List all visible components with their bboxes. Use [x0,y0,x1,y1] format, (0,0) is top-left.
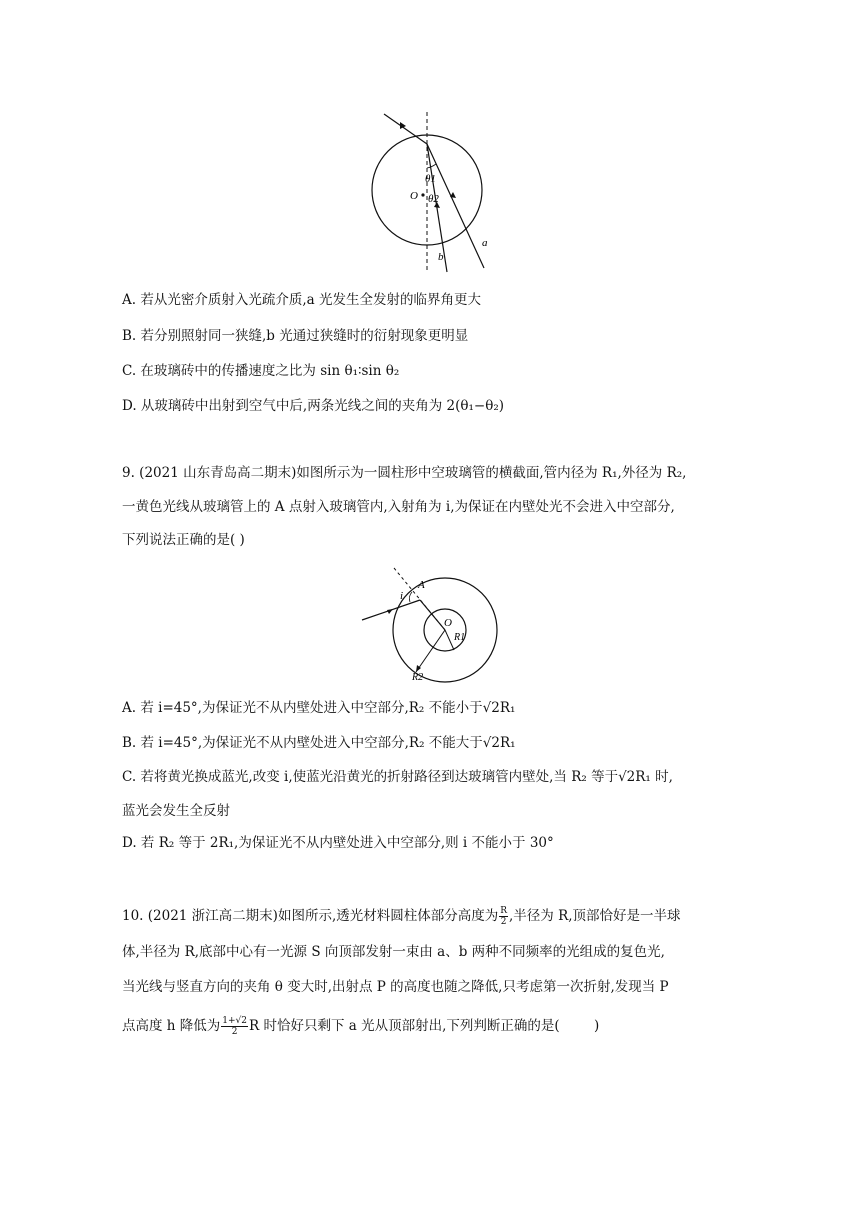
q9-stem-line1: 9. (2021 山东青岛高二期末)如图所示为一圆柱形中空玻璃管的横截面,管内径为 R₁,外径为 R₂, [122,465,687,481]
refracted-ray [420,600,445,630]
ray-b-label: b [438,251,444,263]
q8-option-b: B. 若分别照射同一狭缝,b 光通过狭缝时的衍射现象更明显 [122,328,469,344]
q9-stem-line2: 一黄色光线从玻璃管上的 A 点射入玻璃管内,入射角为 i,为保证在内壁处光不会进入中空部分, [122,499,675,515]
q10-stem-line3: 当光线与竖直方向的夹角 θ 变大时,出射点 P 的高度也随之降低,只考虑第一次折射,发现当 P [122,979,669,995]
theta1-label: θ1 [425,173,436,185]
r1-label: R1 [454,632,466,643]
q9-option-c-line1: C. 若将黄光换成蓝光,改变 i,使蓝光沿黄光的折射路径到达玻璃管内壁处,当 R₂ 等于√2R₁ 时, [122,769,673,785]
q9-option-b: B. 若 i=45°,为保证光不从内壁处进入中空部分,R₂ 不能大于√2R₁ [122,735,516,751]
q9-option-c-line2: 蓝光会发生全反射 [122,803,230,819]
theta2-label: θ2 [428,193,439,205]
point-a-label: A [418,579,425,591]
q9-option-a: A. 若 i=45°,为保证光不从内壁处进入中空部分,R₂ 不能小于√2R₁ [122,700,516,716]
r1-radius [445,630,454,650]
q10-stem-line2: 体,半径为 R,底部中心有一光源 S 向顶部发射一束由 a、b 两种不同频率的光组成的复色光, [122,944,665,960]
ray-b [427,144,447,272]
q8-option-a: A. 若从光密介质射入光疏介质,a 光发生全发射的临界角更大 [122,292,481,308]
r2-label: R2 [412,672,424,683]
fraction-r-over-2: $\frac{R}{2}$ [500,906,508,927]
q9-figure [360,562,500,684]
ray-a-label: a [482,237,488,249]
q10-line1-text-a: 10. (2021 浙江高二期末)如图所示,透光材料圆柱体部分高度为 [122,908,499,924]
fraction-height: $\frac{1+√2}{2}$ [222,1016,248,1037]
q10-line1-text-b: ,半径为 R,顶部恰好是一半球 [509,908,681,924]
q8-option-d: D. 从玻璃砖中出射到空气中后,两条光线之间的夹角为 2(θ₁−θ₂) [122,398,505,414]
q9-stem-line3: 下列说法正确的是( ) [122,532,245,548]
q9-option-d: D. 若 R₂ 等于 2R₁,为保证光不从内壁处进入中空部分,则 i 不能小于 30° [122,835,554,851]
center-o-label: O [444,617,452,629]
q10-line4-text-b: R 时恰好只剩下 a 光从顶部射出,下列判断正确的是( ) [249,1018,600,1034]
q10-stem-line4 [122,1016,599,1037]
q10-line4-text-a: 点高度 h 降低为 [122,1018,221,1034]
angle-i-label: i [400,590,404,602]
q10-stem-line1 [122,906,681,927]
center-label: O [410,190,418,202]
q8-option-c: C. 在玻璃砖中的传播速度之比为 sin θ₁∶sin θ₂ [122,363,400,379]
q8-figure [370,112,500,277]
